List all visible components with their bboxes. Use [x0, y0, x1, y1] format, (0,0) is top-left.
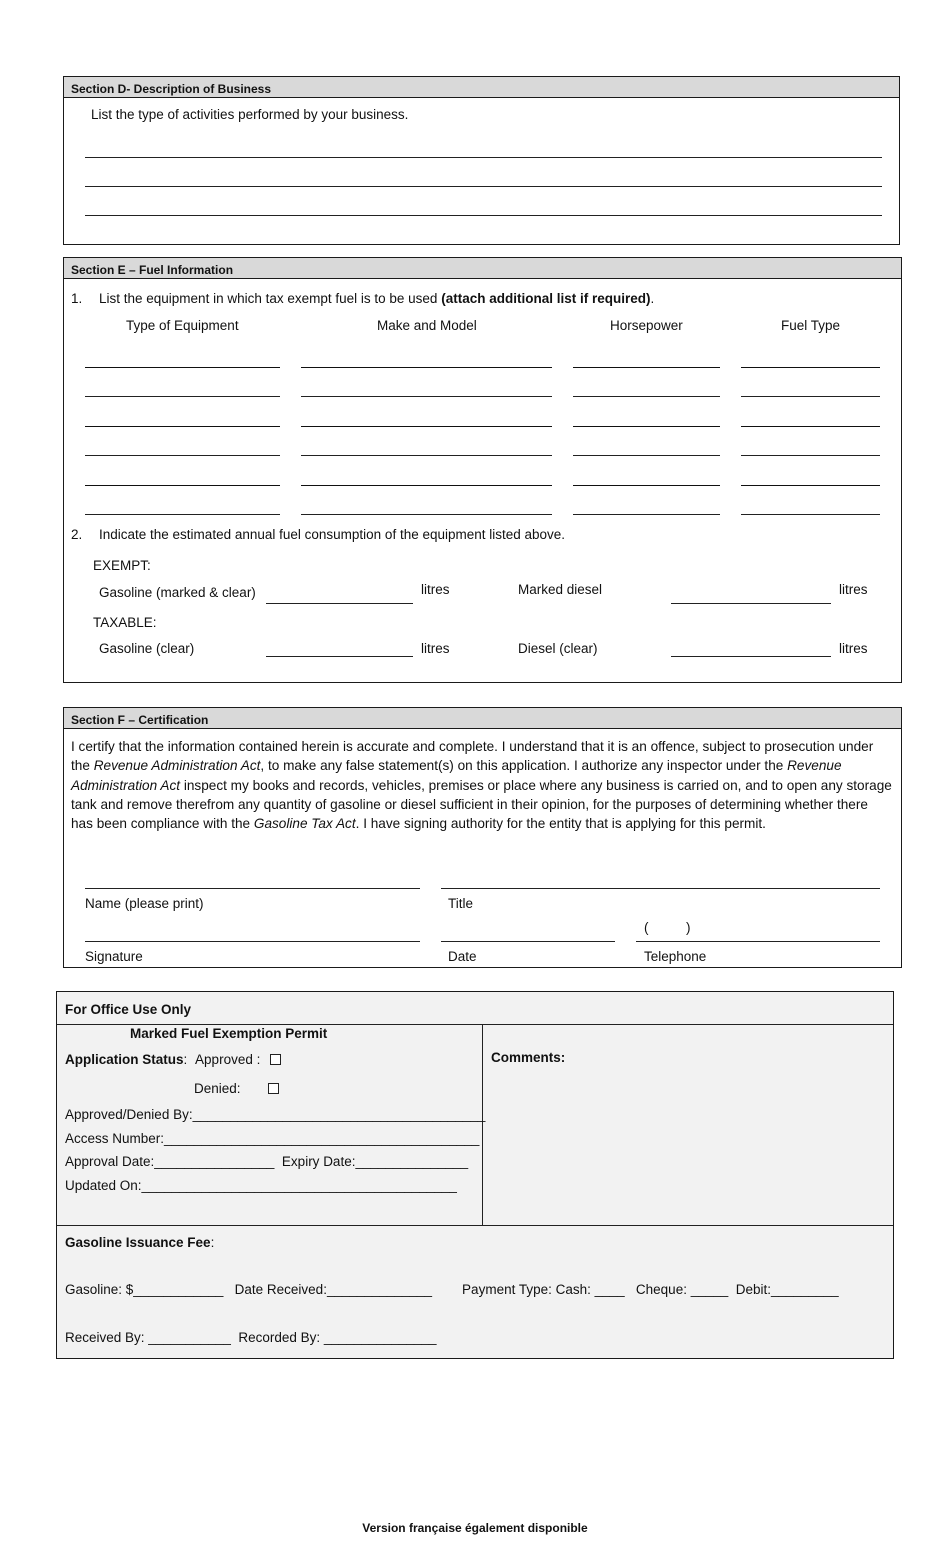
comments-area[interactable]: [485, 1072, 890, 1222]
approved-label: Approved :: [195, 1052, 261, 1067]
act-name: Revenue Administration Act: [71, 758, 842, 793]
denied-label: Denied:: [194, 1081, 241, 1096]
exempt-gasoline-field[interactable]: [266, 603, 413, 604]
q1-text: [99, 291, 654, 307]
act-name: Gasoline Tax Act: [253, 816, 356, 832]
section-e-title: Section E – Fuel Information: [64, 258, 901, 279]
fee-label: Gasoline Issuance Fee: [65, 1235, 211, 1250]
exempt-label: EXEMPT:: [93, 558, 151, 573]
exempt-diesel-field[interactable]: [671, 603, 831, 604]
office-divider-bottom: [57, 1225, 893, 1226]
certification-text: I certify that the information contained herein is accurate and complete. I understand that it is an offence, subject to prosecution under the Revenue Administration Act, to make any false statement(s) on this application. I authorize any inspector under the Revenue Administration Act inspect my books and records, vehicles, premises or place where any business is carried on, and to open any storage tank and remove therefrom any quantity of gasoline or diesel sufficient in their opinion, for the purposes of determining whether there has been compliance with the Gasoline Tax Act. I have signing authority for the entity that is applying for this permit.: [71, 739, 892, 832]
section-d-title: Section D- Description of Business: [64, 77, 899, 98]
activity-line-3[interactable]: [85, 215, 882, 216]
approved-by-field[interactable]: Approved/Denied By:_______________________________________: [65, 1107, 486, 1122]
taxable-gasoline-unit: litres: [421, 641, 450, 656]
taxable-diesel-unit: litres: [839, 641, 868, 656]
office-divider-vertical: [482, 1024, 483, 1225]
office-use-box: [56, 991, 894, 1359]
q1-text-bold: (attach additional list if required): [441, 291, 651, 306]
date-label: Date: [448, 949, 477, 964]
taxable-gasoline-label: Gasoline (clear): [99, 641, 195, 656]
denied-row: [194, 1081, 279, 1097]
title-field[interactable]: [441, 888, 880, 889]
application-status: Application Status: Approved :: [65, 1052, 281, 1068]
updated-on-field[interactable]: Updated On:__________________________________________: [65, 1178, 457, 1193]
section-e: [63, 257, 902, 683]
telephone-label: Telephone: [644, 949, 707, 964]
exempt-gasoline-unit: litres: [421, 582, 450, 597]
permit-title: Marked Fuel Exemption Permit: [130, 1026, 328, 1041]
status-label: Application Status: [65, 1052, 184, 1067]
q1-text-main: List the equipment in which tax exempt fuel is to be used: [99, 291, 438, 306]
section-d: [63, 76, 900, 245]
col-horsepower: Horsepower: [610, 318, 683, 333]
office-use-header: For Office Use Only: [65, 1002, 192, 1017]
signature-label: Signature: [85, 949, 143, 964]
exempt-diesel-label: Marked diesel: [518, 582, 603, 597]
name-field[interactable]: [85, 888, 420, 889]
title-label: Title: [448, 896, 474, 911]
activity-line-1[interactable]: [85, 157, 882, 158]
section-f-title: Section F – Certification: [64, 708, 901, 729]
section-d-prompt: List the type of activities performed by your business.: [91, 107, 409, 122]
q1-text-end: .: [650, 291, 655, 306]
q1-number: 1.: [71, 291, 83, 306]
french-version-note: Version française également disponible: [362, 1521, 588, 1535]
office-divider-top: [57, 1024, 893, 1025]
exempt-diesel-unit: litres: [839, 582, 868, 597]
col-type-of-equipment: Type of Equipment: [126, 318, 239, 333]
comments-label: Comments:: [491, 1050, 566, 1065]
taxable-gasoline-field[interactable]: [266, 656, 413, 657]
issuance-fee-heading: Gasoline Issuance Fee:: [65, 1235, 215, 1250]
name-label: Name (please print): [85, 896, 204, 911]
denied-checkbox[interactable]: [268, 1083, 279, 1094]
approval-expiry-fields[interactable]: Approval Date:________________ Expiry Date:_______________: [65, 1154, 469, 1169]
taxable-diesel-label: Diesel (clear): [518, 641, 598, 656]
q2-number: 2.: [71, 527, 83, 542]
taxable-label: TAXABLE:: [93, 615, 157, 630]
col-make-and-model: Make and Model: [377, 318, 477, 333]
q2-text: Indicate the estimated annual fuel consumption of the equipment listed above.: [99, 527, 566, 542]
received-recorded-fields[interactable]: Received By: ___________ Recorded By: _______________: [65, 1330, 437, 1345]
access-number-field[interactable]: Access Number:__________________________________________: [65, 1131, 480, 1146]
activity-line-2[interactable]: [85, 186, 882, 187]
taxable-diesel-field[interactable]: [671, 656, 831, 657]
phone-area-code: ( ): [644, 920, 691, 935]
exempt-gasoline-label: Gasoline (marked & clear): [99, 585, 256, 600]
section-f: [63, 707, 902, 968]
signature-field[interactable]: [85, 941, 420, 942]
act-name: Revenue Administration Act: [93, 758, 261, 774]
telephone-field[interactable]: [636, 941, 880, 942]
col-fuel-type: Fuel Type: [781, 318, 841, 333]
date-field[interactable]: [441, 941, 615, 942]
approved-checkbox[interactable]: [270, 1054, 281, 1065]
fee-payment-fields[interactable]: Gasoline: $____________ Date Received:______________ Payment Type: Cash: ____ Cheque: _____ Debit:_________: [65, 1282, 839, 1297]
